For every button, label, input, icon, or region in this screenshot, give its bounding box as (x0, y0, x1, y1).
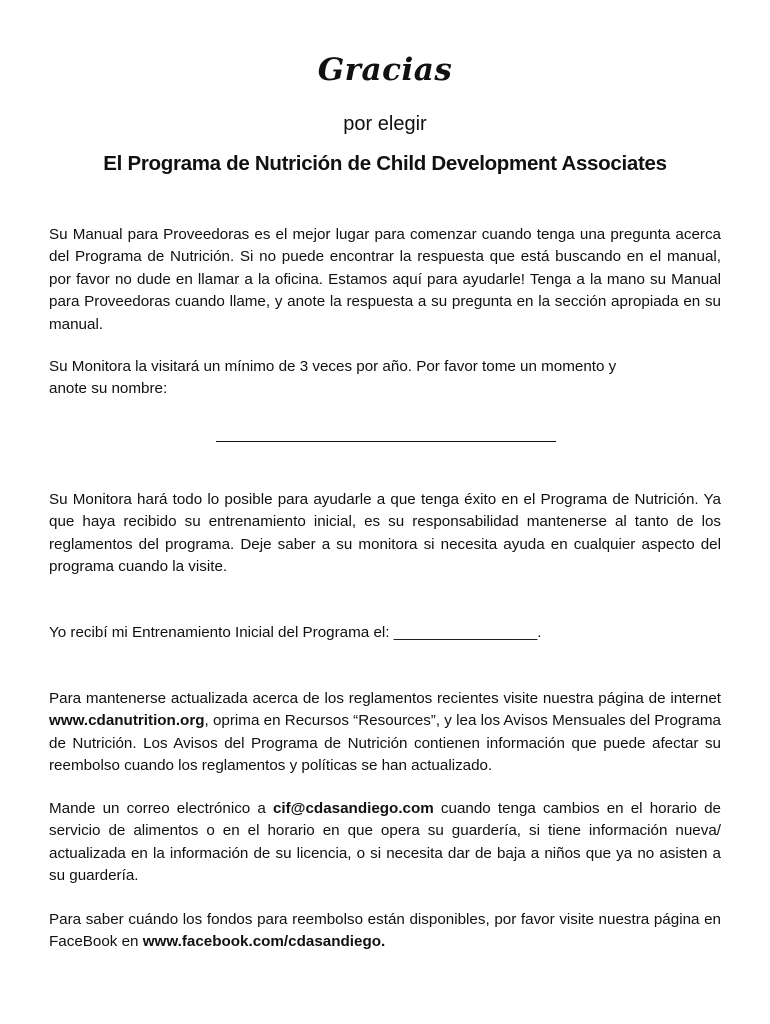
monitor-name-blank-line[interactable] (216, 441, 556, 442)
program-heading: El Programa de Nutrición de Child Development Associates (103, 152, 667, 175)
page-subtitle: por elegir (343, 113, 427, 135)
monitor-visit-line-2: anote su nombre: (49, 380, 168, 398)
monitor-help-paragraph: Su Monitora hará todo lo posible para ayudarle a que tenga éxito en el Programa de Nutrición. Ya que haya recibido su entrenamiento inicial, es su responsabilidad mantenerse al tanto de los reglamentos del programa. Deje saber a su monitora si necesita ayuda en cualquier aspecto del programa cuando la visite. (49, 491, 721, 576)
manual-paragraph: Su Manual para Proveedoras es el mejor lugar para comenzar cuando tenga una pregunta acerca del Programa de Nutrición. Si no puede encontrar la respuesta que está buscando en el manual, por favor no dude en llamar a la oficina. Estamos aquí para ayudarle! Tenga a la mano su Manual para Proveedoras cuando llame, y anote la respuesta a su pregunta en la sección apropiada en su manual. (49, 226, 721, 333)
website-text-after: , oprima en Recursos “Resources”, y lea los Avisos Mensuales del Programa de Nutrición. Los Avisos del Programa de Nutrición contienen información que puede afectar su reembolso cuando los reglamentos y políticas se han actualizado. (49, 712, 721, 775)
training-date-line: Yo recibí mi Entrenamiento Inicial del Programa el: _________________. (49, 624, 542, 641)
email-paragraph (49, 798, 721, 888)
facebook-paragraph (49, 909, 721, 954)
website-text-before: Para mantenerse actualizada acerca de los reglamentos recientes visite nuestra página de internet (49, 690, 721, 707)
monitor-visit-line-1: Su Monitora la visitará un mínimo de 3 veces por año. Por favor tome un momento y (49, 358, 617, 375)
website-paragraph (49, 688, 721, 778)
website-link[interactable]: www.cdanutrition.org (49, 712, 205, 730)
email-text-after: cuando tenga cambios en el horario de servicio de alimentos o en el horario en que opera su guardería, si tiene información nueva/ actualizada en la información de su licencia, o si necesita dar de baja a niños que ya no asisten a su guardería. (49, 800, 721, 885)
facebook-link[interactable]: www.facebook.com/cdasandiego. (142, 933, 386, 951)
email-link[interactable]: cif@cdasandiego.com (272, 800, 434, 817)
page-title: Gracias (317, 52, 453, 88)
monitor-visit-paragraph (49, 356, 721, 401)
email-text-before: Mande un correo electrónico a (49, 800, 273, 817)
facebook-text-before: Para saber cuándo los fondos para reembolso están disponibles, por favor visite nuestra página en FaceBook en (49, 911, 721, 951)
